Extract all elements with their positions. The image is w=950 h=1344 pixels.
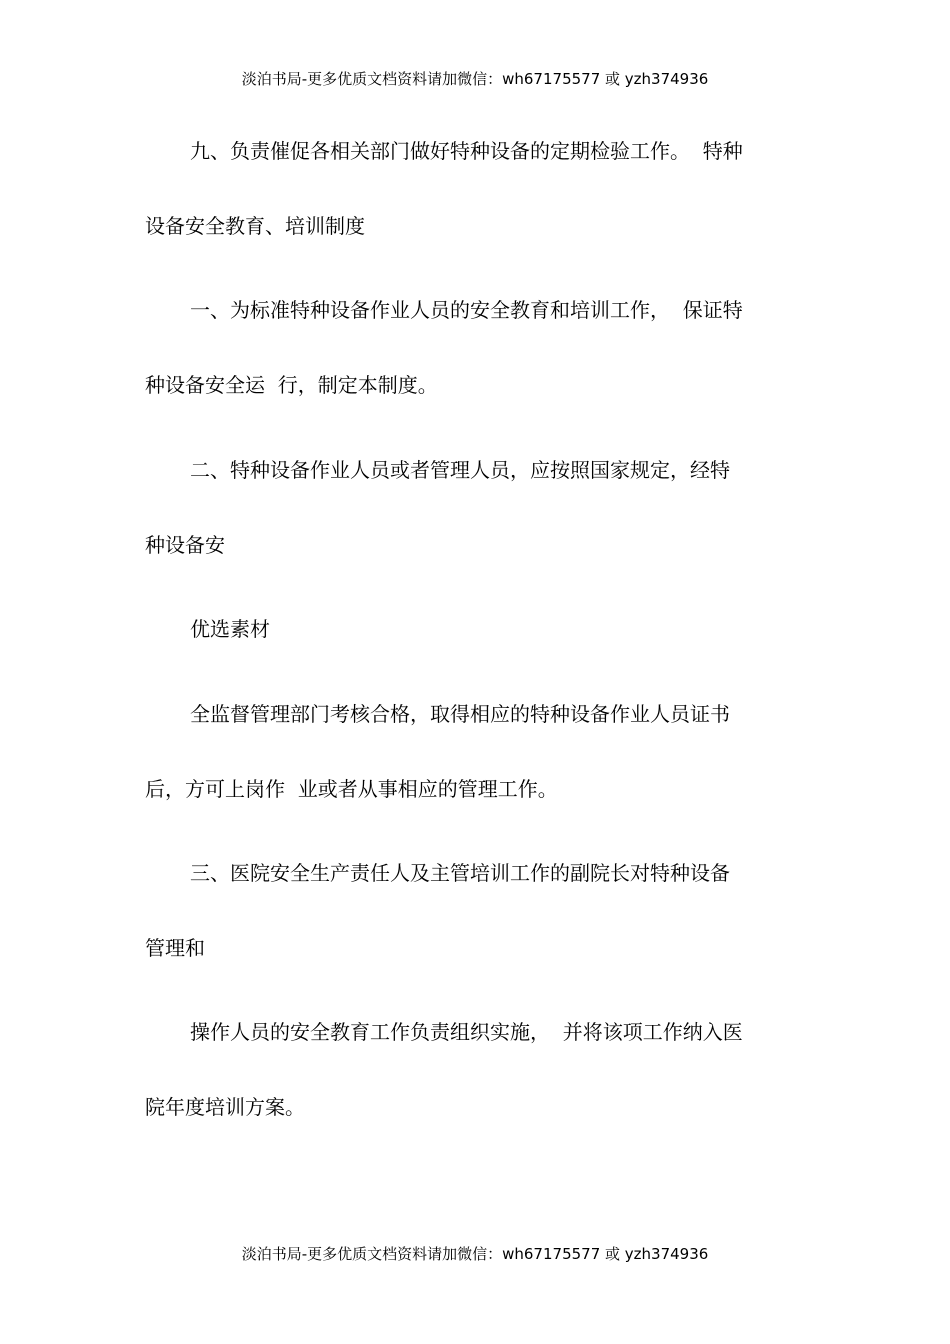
paragraph-line: 全监督管理部门考核合格，取得相应的特种设备作业人员证书: [190, 702, 730, 726]
paragraph-line: 后，方可上岗作 业或者从事相应的管理工作。: [145, 777, 558, 801]
paragraph-line: 优选素材: [190, 617, 270, 641]
page-header-watermark: 淡泊书局-更多优质文档资料请加微信：wh67175577 或 yzh374936: [241, 70, 709, 88]
paragraph-line: 种设备安: [145, 533, 225, 557]
paragraph-line: 二、特种设备作业人员或者管理人员，应按照国家规定，经特: [190, 458, 730, 482]
paragraph-line: 操作人员的安全教育工作负责组织实施， 并将该项工作纳入医: [190, 1020, 743, 1044]
paragraph-line: 管理和: [145, 936, 205, 960]
paragraph-line: 九、负责催促各相关部门做好特种设备的定期检验工作。 特种: [190, 139, 743, 163]
paragraph-line: 院年度培训方案。: [145, 1095, 305, 1119]
paragraph-line: 一、为标准特种设备作业人员的安全教育和培训工作， 保证特: [190, 298, 743, 322]
page-footer-watermark: 淡泊书局-更多优质文档资料请加微信：wh67175577 或 yzh374936: [241, 1245, 709, 1263]
paragraph-line: 三、医院安全生产责任人及主管培训工作的副院长对特种设备: [190, 861, 730, 885]
paragraph-line: 设备安全教育、培训制度: [145, 214, 365, 238]
paragraph-line: 种设备安全运 行，制定本制度。: [145, 373, 438, 397]
